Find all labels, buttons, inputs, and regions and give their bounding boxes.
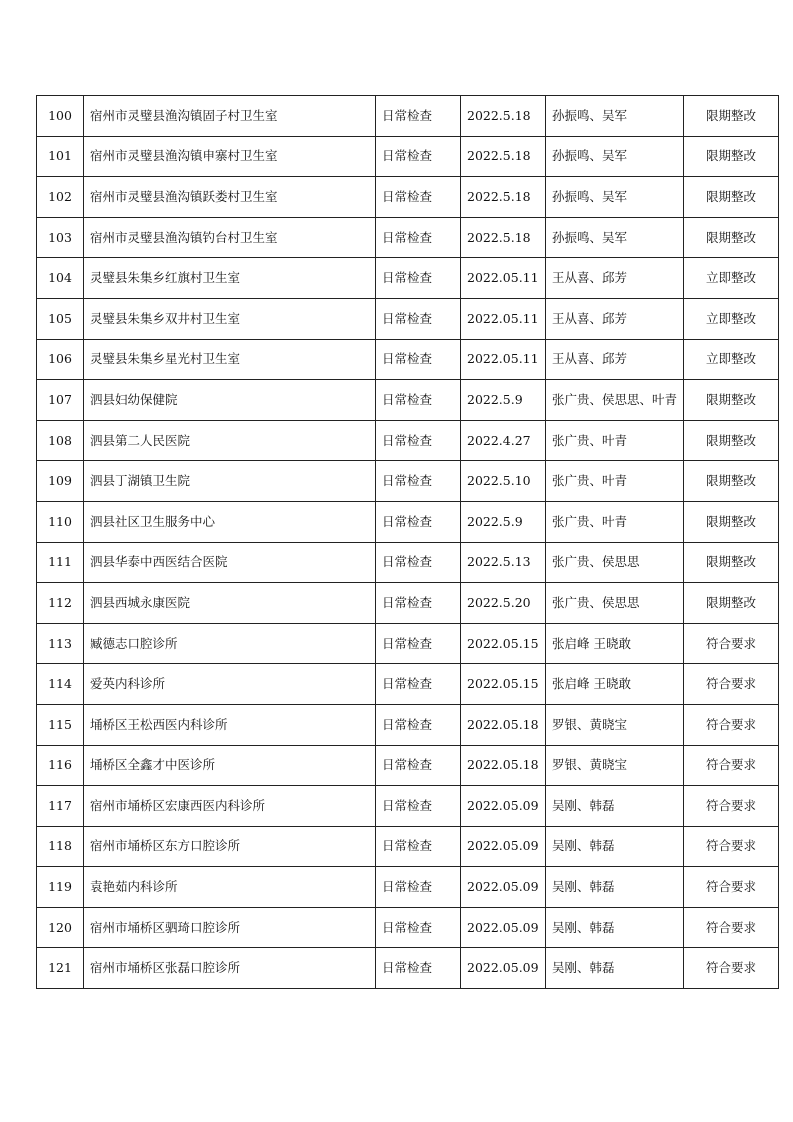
inspection-type-cell: 日常检查 (376, 948, 461, 989)
table-row (37, 826, 779, 867)
inspection-type-cell: 日常检查 (376, 461, 461, 502)
row-number-cell: 121 (37, 948, 84, 989)
inspection-date-cell: 2022.5.18 (461, 96, 546, 137)
row-number-cell: 106 (37, 339, 84, 380)
institution-name-cell: 泗县华泰中西医结合医院 (84, 542, 376, 583)
inspection-date-cell: 2022.05.15 (461, 664, 546, 705)
inspectors-cell: 吴刚、韩磊 (546, 826, 684, 867)
inspection-type-cell: 日常检查 (376, 867, 461, 908)
inspectors-cell: 吴刚、韩磊 (546, 907, 684, 948)
institution-name-cell: 爱英内科诊所 (84, 664, 376, 705)
table-row (37, 623, 779, 664)
inspection-type-cell: 日常检查 (376, 258, 461, 299)
row-number-cell: 110 (37, 501, 84, 542)
table-row (37, 258, 779, 299)
result-cell: 符合要求 (684, 867, 779, 908)
inspection-type-cell: 日常检查 (376, 623, 461, 664)
inspectors-cell: 张广贵、侯思思 (546, 583, 684, 624)
result-cell: 符合要求 (684, 664, 779, 705)
row-number-cell: 108 (37, 420, 84, 461)
institution-name-cell: 埇桥区全鑫才中医诊所 (84, 745, 376, 786)
result-cell: 符合要求 (684, 826, 779, 867)
table-row (37, 907, 779, 948)
inspection-type-cell: 日常检查 (376, 704, 461, 745)
result-cell: 限期整改 (684, 542, 779, 583)
result-cell: 立即整改 (684, 298, 779, 339)
result-cell: 符合要求 (684, 623, 779, 664)
institution-name-cell: 袁艳茹内科诊所 (84, 867, 376, 908)
inspection-date-cell: 2022.05.11 (461, 339, 546, 380)
table-body (37, 96, 779, 989)
inspection-date-cell: 2022.4.27 (461, 420, 546, 461)
inspectors-cell: 孙振鸣、吴军 (546, 136, 684, 177)
inspection-date-cell: 2022.05.11 (461, 298, 546, 339)
table-row (37, 298, 779, 339)
inspectors-cell: 张广贵、叶青 (546, 461, 684, 502)
row-number-cell: 119 (37, 867, 84, 908)
institution-name-cell: 宿州市埇桥区张磊口腔诊所 (84, 948, 376, 989)
table-row (37, 745, 779, 786)
result-cell: 限期整改 (684, 96, 779, 137)
institution-name-cell: 灵璧县朱集乡星光村卫生室 (84, 339, 376, 380)
inspection-date-cell: 2022.05.11 (461, 258, 546, 299)
inspectors-cell: 王从喜、邱芳 (546, 298, 684, 339)
inspection-type-cell: 日常检查 (376, 136, 461, 177)
table-row (37, 461, 779, 502)
result-cell: 限期整改 (684, 583, 779, 624)
inspection-date-cell: 2022.5.18 (461, 217, 546, 258)
institution-name-cell: 臧德志口腔诊所 (84, 623, 376, 664)
inspection-type-cell: 日常检查 (376, 339, 461, 380)
inspection-date-cell: 2022.05.09 (461, 867, 546, 908)
inspectors-cell: 王从喜、邱芳 (546, 339, 684, 380)
inspectors-cell: 王从喜、邱芳 (546, 258, 684, 299)
inspection-date-cell: 2022.05.09 (461, 907, 546, 948)
table-row (37, 501, 779, 542)
inspectors-cell: 孙振鸣、吴军 (546, 96, 684, 137)
row-number-cell: 115 (37, 704, 84, 745)
table-row (37, 420, 779, 461)
inspection-type-cell: 日常检查 (376, 826, 461, 867)
inspection-date-cell: 2022.5.9 (461, 380, 546, 421)
result-cell: 符合要求 (684, 745, 779, 786)
table-row (37, 177, 779, 218)
inspectors-cell: 吴刚、韩磊 (546, 948, 684, 989)
inspectors-cell: 张启峰 王晓敢 (546, 664, 684, 705)
institution-name-cell: 宿州市灵璧县渔沟镇跃娄村卫生室 (84, 177, 376, 218)
row-number-cell: 117 (37, 786, 84, 827)
inspection-date-cell: 2022.5.13 (461, 542, 546, 583)
institution-name-cell: 宿州市灵璧县渔沟镇钓台村卫生室 (84, 217, 376, 258)
result-cell: 符合要求 (684, 704, 779, 745)
table-row (37, 664, 779, 705)
institution-name-cell: 泗县西城永康医院 (84, 583, 376, 624)
inspection-date-cell: 2022.05.18 (461, 745, 546, 786)
result-cell: 立即整改 (684, 339, 779, 380)
institution-name-cell: 宿州市埇桥区宏康西医内科诊所 (84, 786, 376, 827)
inspectors-cell: 张广贵、叶青 (546, 501, 684, 542)
institution-name-cell: 埇桥区王松西医内科诊所 (84, 704, 376, 745)
institution-name-cell: 泗县第二人民医院 (84, 420, 376, 461)
institution-name-cell: 灵璧县朱集乡双井村卫生室 (84, 298, 376, 339)
inspection-type-cell: 日常检查 (376, 420, 461, 461)
inspectors-cell: 吴刚、韩磊 (546, 867, 684, 908)
inspectors-cell: 张启峰 王晓敢 (546, 623, 684, 664)
inspection-date-cell: 2022.05.09 (461, 948, 546, 989)
table-row (37, 704, 779, 745)
inspection-date-cell: 2022.05.09 (461, 826, 546, 867)
inspectors-cell: 张广贵、侯思思、叶青 (546, 380, 684, 421)
institution-name-cell: 泗县社区卫生服务中心 (84, 501, 376, 542)
result-cell: 限期整改 (684, 420, 779, 461)
inspection-type-cell: 日常检查 (376, 786, 461, 827)
table-row (37, 217, 779, 258)
inspection-type-cell: 日常检查 (376, 298, 461, 339)
table-row (37, 96, 779, 137)
institution-name-cell: 泗县妇幼保健院 (84, 380, 376, 421)
row-number-cell: 112 (37, 583, 84, 624)
inspection-type-cell: 日常检查 (376, 907, 461, 948)
row-number-cell: 111 (37, 542, 84, 583)
result-cell: 立即整改 (684, 258, 779, 299)
inspection-type-cell: 日常检查 (376, 380, 461, 421)
inspection-date-cell: 2022.05.18 (461, 704, 546, 745)
inspectors-cell: 吴刚、韩磊 (546, 786, 684, 827)
result-cell: 符合要求 (684, 786, 779, 827)
institution-name-cell: 泗县丁湖镇卫生院 (84, 461, 376, 502)
row-number-cell: 102 (37, 177, 84, 218)
inspection-type-cell: 日常检查 (376, 501, 461, 542)
inspection-type-cell: 日常检查 (376, 664, 461, 705)
row-number-cell: 101 (37, 136, 84, 177)
inspectors-cell: 罗银、黄晓宝 (546, 704, 684, 745)
inspection-date-cell: 2022.5.10 (461, 461, 546, 502)
result-cell: 符合要求 (684, 948, 779, 989)
inspectors-cell: 孙振鸣、吴军 (546, 217, 684, 258)
row-number-cell: 114 (37, 664, 84, 705)
inspectors-cell: 张广贵、叶青 (546, 420, 684, 461)
row-number-cell: 109 (37, 461, 84, 502)
inspection-type-cell: 日常检查 (376, 583, 461, 624)
inspection-date-cell: 2022.5.18 (461, 177, 546, 218)
table-row (37, 583, 779, 624)
inspection-date-cell: 2022.5.20 (461, 583, 546, 624)
result-cell: 限期整改 (684, 461, 779, 502)
row-number-cell: 116 (37, 745, 84, 786)
institution-name-cell: 宿州市埇桥区驷琦口腔诊所 (84, 907, 376, 948)
table-row (37, 339, 779, 380)
result-cell: 限期整改 (684, 177, 779, 218)
result-cell: 限期整改 (684, 380, 779, 421)
institution-name-cell: 灵璧县朱集乡红旗村卫生室 (84, 258, 376, 299)
table-row (37, 380, 779, 421)
row-number-cell: 105 (37, 298, 84, 339)
inspection-type-cell: 日常检查 (376, 745, 461, 786)
inspection-type-cell: 日常检查 (376, 542, 461, 583)
result-cell: 限期整改 (684, 136, 779, 177)
inspection-date-cell: 2022.5.18 (461, 136, 546, 177)
inspection-type-cell: 日常检查 (376, 96, 461, 137)
table-row (37, 542, 779, 583)
result-cell: 限期整改 (684, 501, 779, 542)
inspection-type-cell: 日常检查 (376, 177, 461, 218)
inspection-date-cell: 2022.05.09 (461, 786, 546, 827)
inspection-date-cell: 2022.5.9 (461, 501, 546, 542)
table-row (37, 867, 779, 908)
row-number-cell: 103 (37, 217, 84, 258)
table-row (37, 948, 779, 989)
row-number-cell: 113 (37, 623, 84, 664)
row-number-cell: 104 (37, 258, 84, 299)
table-row (37, 136, 779, 177)
result-cell: 符合要求 (684, 907, 779, 948)
inspectors-cell: 张广贵、侯思思 (546, 542, 684, 583)
inspection-table (36, 95, 779, 989)
institution-name-cell: 宿州市灵璧县渔沟镇申寨村卫生室 (84, 136, 376, 177)
result-cell: 限期整改 (684, 217, 779, 258)
institution-name-cell: 宿州市埇桥区东方口腔诊所 (84, 826, 376, 867)
institution-name-cell: 宿州市灵璧县渔沟镇固子村卫生室 (84, 96, 376, 137)
row-number-cell: 118 (37, 826, 84, 867)
inspection-type-cell: 日常检查 (376, 217, 461, 258)
row-number-cell: 107 (37, 380, 84, 421)
inspectors-cell: 孙振鸣、吴军 (546, 177, 684, 218)
table-row (37, 786, 779, 827)
row-number-cell: 100 (37, 96, 84, 137)
inspectors-cell: 罗银、黄晓宝 (546, 745, 684, 786)
row-number-cell: 120 (37, 907, 84, 948)
inspection-date-cell: 2022.05.15 (461, 623, 546, 664)
